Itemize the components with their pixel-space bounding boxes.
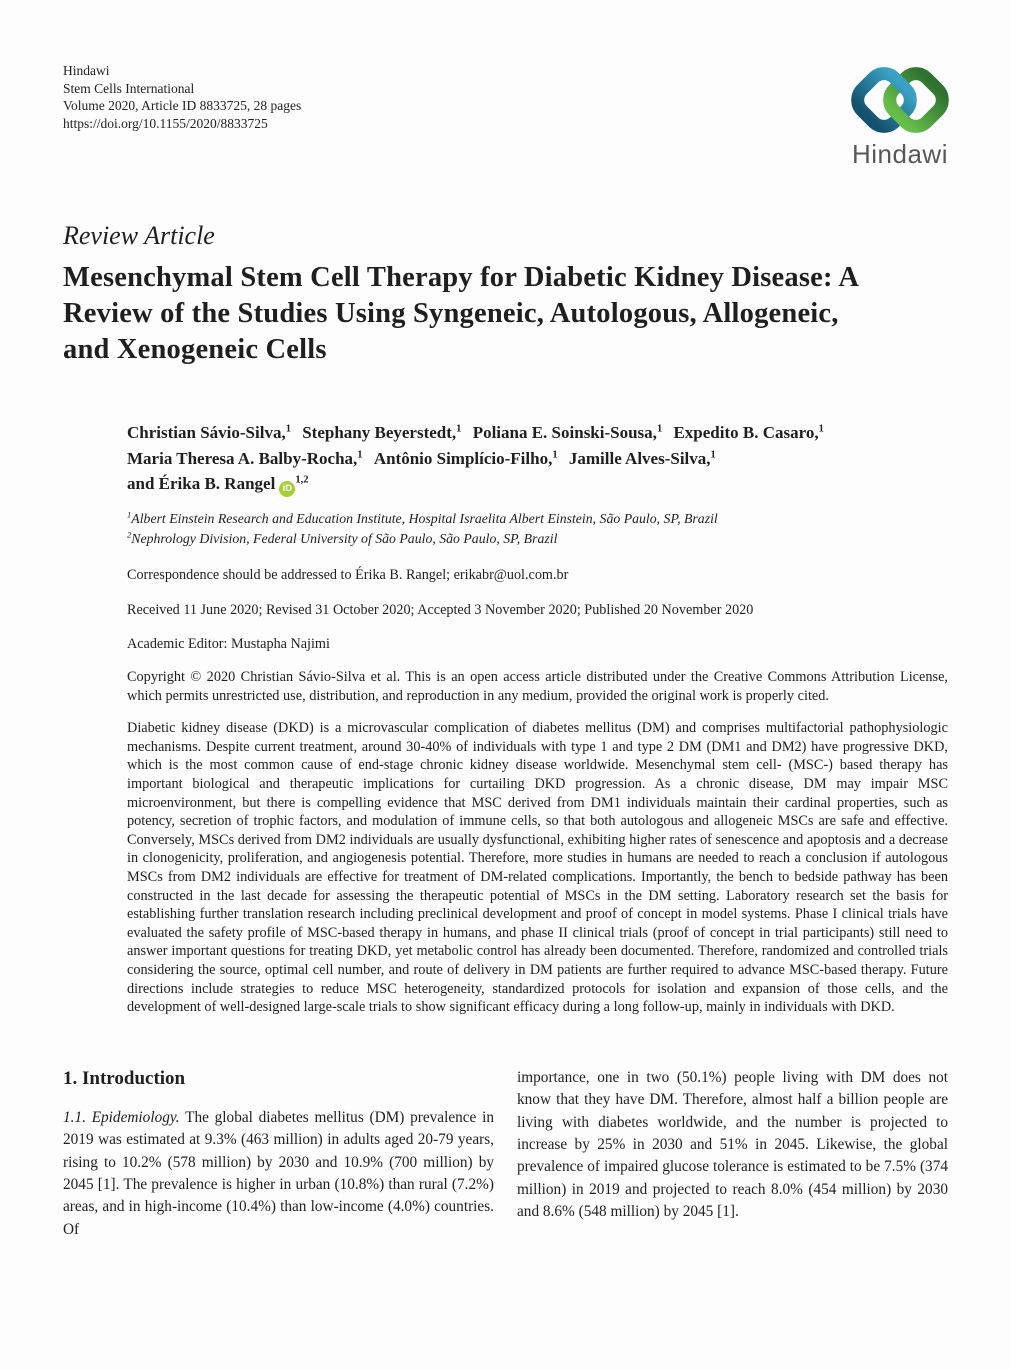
article-title-line3: and Xenogeneic Cells [63,334,327,365]
author: Maria Theresa A. Balby-Rocha,$^1$ [127,448,363,468]
doi-link[interactable]: https://doi.org/10.1155/2020/8833725 [63,115,268,131]
article-title-line2: Review of the Studies Using Syngeneic, Autologous, Allogeneic, [63,298,839,329]
frontmatter [127,420,948,1017]
author: Expedito B. Casaro,$^1$ [673,423,824,442]
hindawi-logo-icon [844,62,956,138]
author: Christian Sávio-Silva,$^1$ [127,423,291,442]
affiliation: $^2$Nephrology Division, Federal University of São Paulo, São Paulo, SP, Brazil [127,529,558,546]
article-title [63,260,959,368]
article-title-line1: Mesenchymal Stem Cell Therapy for Diabetic Kidney Disease: A [63,262,860,293]
left-column [63,1067,494,1241]
author-list [127,420,948,497]
abstract-text: Diabetic kidney disease (DKD) is a microvascular complication of diabetes mellitus (DM) and comprises multifactorial pathophysiologic mechanisms. Despite current treatment, around 30-40% of individuals with type 1 and type 2 DM (DM1 and DM2) have progressive DKD, which is the most common cause of end-stage chronic kidney disease worldwide. Mesenchymal stem cell- (MSC-) based therapy has important biological and therapeutic implications for curtailing DKD progression. As a chronic disease, DM may impair MSC microenvironment, but there is compelling evidence that MSC derived from DM1 individuals maintain their cardinal properties, such as potency, secretion of trophic factors, and modulation of immune cells, so that both autologous and allogeneic MSCs are safe and effective. Conversely, MSCs derived from DM2 individuals are usually dysfunctional, exhibiting higher rates of senescence and apoptosis and a decrease in clonogenicity, proliferation, and angiogenesis potential. Therefore, more studies in humans are needed to reach a conclusion if autologous MSCs from DM2 individuals are effective for treatment of DM-related complications. Importantly, the bench to bedside pathway has been constructed in the last decade for assessing the therapeutic potential of MSCs in the DM setting. Laboratory research set the basis for establishing further translation research including preclinical development and proof of concept in model systems. Phase I clinical trials have evaluated the safety profile of MSC-based therapy in humans, and phase II clinical trials (proof of concept in trial participants) still need to answer important questions for treating DKD, yet metabolic control has already been documented. Therefore, randomized and controlled trials considering the source, optimal cell number, and route of delivery in DM patients are further required to advance MSC-based therapy. Future directions include strategies to reduce MSC heterogeneity, standardized protocols for isolation and expansion of those cells, and the development of well-designed large-scale trials to show significant efficacy during a long follow-up, mainly in individuals with DKD. [127,720,948,1016]
copyright-text: Copyright © 2020 Christian Sávio-Silva et al. This is an open access article distributed under the Creative Commons Attribution License, which permits unrestricted use, distribution, and reproduction in any medium, provided the original work is properly cited. [127,669,948,704]
article-type-label: Review Article [63,221,215,250]
body-columns [63,1067,959,1241]
orcid-icon[interactable]: iD [279,481,295,497]
author: Antônio Simplício-Filho,$^1$ [373,448,558,468]
intro-paragraph-col2: importance, one in two (50.1%) people living with DM does not know that they have DM. Therefore, almost half a billion people are living with diabetes worldwide, and the number is projected to increase by 25% in 2030 and 51% in 2045. Likewise, the global prevalence of impaired glucose tolerance is estimated to be 7.5% (374 million) in 2019 and projected to reach 8.0% (454 million) by 2030 and 8.6% (548 million) by 2045 [1]. [517,1068,948,1221]
journal-name: Stem Cells International [63,80,195,96]
editor-line: Academic Editor: Mustapha Najimi [127,636,330,652]
email-link[interactable]: erikabr@uol.com.br [453,567,569,583]
author: Stephany Beyerstedt,$^1$ [302,423,462,442]
correspondence-line: Correspondence should be addressed to Érika B. Rangel; erikabr@uol.com.br [127,567,569,583]
hindawi-logo [841,62,959,168]
publication-info [63,62,301,132]
affiliations [127,509,948,549]
dates-line: Received 11 June 2020; Revised 31 October 2020; Accepted 3 November 2020; Published 20 November 2020 [127,602,754,618]
page-header [63,0,959,168]
author: Poliana E. Soinski-Sousa,$^1$ [472,423,663,442]
hindawi-wordmark: Hindawi [852,139,948,169]
author-line-1 [127,420,948,446]
volume-line: Volume 2020, Article ID 8833725, 28 pages [63,98,302,113]
right-column [517,1067,948,1241]
intro-paragraph-col1: 1.1. Epidemiology. The global diabetes mellitus (DM) prevalence in 2019 was estimated at 9.3% (463 million) in adults aged 20-79 years, rising to 10.2% (578 million) by 2030 and 10.9% (700 million) by 2045 [1]. The prevalence is higher in urban (10.8%) than rural (7.2%) areas, and in high-income (10.4%) than low-income (4.0%) countries. Of [63,1108,494,1238]
section-heading-introduction: 1. Introduction [63,1067,186,1089]
author: and Érika B. Rangel [127,474,276,493]
author: Jamille Alves-Silva,$^1$ [568,448,716,468]
affiliation: $^1$Albert Einstein Research and Education Institute, Hospital Israelita Albert Einstein, São Paulo, SP, Brazil [127,509,718,526]
author-line-3: and Érika B. Rangel iD$^{1,2}$ [127,471,948,497]
author-line-2 [127,446,948,472]
publisher-name: Hindawi [63,63,110,78]
subsection-label: 1.1. Epidemiology. [63,1108,180,1126]
